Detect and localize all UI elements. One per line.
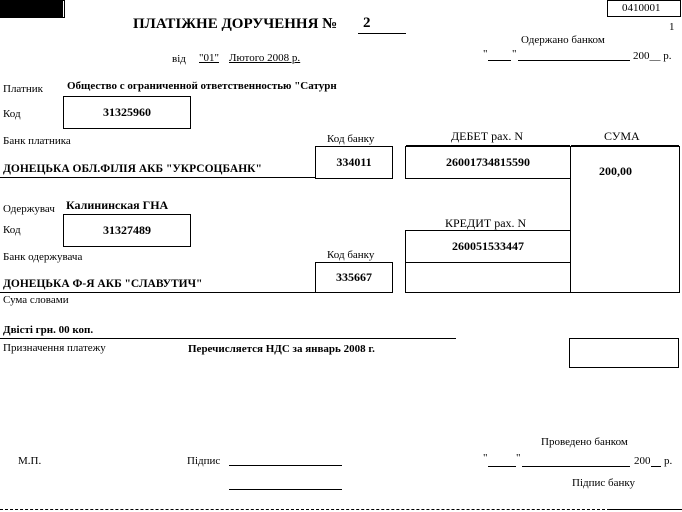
debit-account-box[interactable] <box>405 146 571 179</box>
processed-day-line <box>488 466 516 467</box>
date-day[interactable]: "01" <box>199 52 219 64</box>
amount-words-value[interactable]: Двісті грн. 00 коп. <box>3 324 94 336</box>
payer-bank-code-label: Код банку <box>327 133 375 145</box>
bottom-right-line <box>608 509 682 510</box>
recipient-code-label: Код <box>3 224 21 236</box>
doc-number-underline <box>358 33 406 34</box>
bank-signature-label: Підпис банку <box>572 477 636 489</box>
received-date-line <box>518 60 630 61</box>
signature-label: Підпис <box>187 455 221 467</box>
payer-bank-underline <box>0 177 316 178</box>
signature-line-2[interactable] <box>229 489 342 490</box>
processed-year-suffix: р. <box>664 455 673 467</box>
payer-bank-code-box[interactable] <box>315 146 393 179</box>
payer-bank-label: Банк платника <box>3 135 71 147</box>
processed-year-line <box>651 466 661 467</box>
payer-code-label: Код <box>3 108 21 120</box>
recipient-bank-code: 335667 <box>336 270 372 284</box>
payer-bank-code: 334011 <box>336 155 372 169</box>
received-year: 200__ р. <box>633 50 672 62</box>
payer-label: Платник <box>3 83 43 95</box>
page-number: 1 <box>669 21 675 33</box>
payer-code: 31325960 <box>103 105 151 119</box>
received-day-line <box>488 60 511 61</box>
processed-year: 200 <box>634 455 651 467</box>
recipient-bank-name[interactable]: ДОНЕЦЬКА Ф-Я АКБ "СЛАВУТИЧ" <box>3 278 203 290</box>
stamp-label: М.П. <box>18 455 42 467</box>
recipient-label: Одержувач <box>3 203 55 215</box>
processed-date-line <box>522 466 630 467</box>
date-prefix: від <box>172 53 186 65</box>
amount-words-label: Сума словами <box>3 294 69 306</box>
processed-label: Проведено банком <box>541 436 628 448</box>
recipient-bank-code-box[interactable] <box>315 262 393 293</box>
date-month-year[interactable]: Лютого 2008 р. <box>229 52 301 64</box>
payer-code-box[interactable] <box>63 96 191 129</box>
debit-label: ДЕБЕТ рах. N <box>451 129 524 143</box>
credit-account: 260051533447 <box>452 239 524 253</box>
signature-line-1[interactable] <box>229 465 342 466</box>
doc-number[interactable]: 2 <box>363 15 371 31</box>
recipient-code-box[interactable] <box>63 214 191 247</box>
credit-label: КРЕДИТ рах. N <box>445 216 527 230</box>
recipient-name[interactable]: Калининская ГНА <box>66 198 169 212</box>
bottom-cut-line <box>0 509 610 510</box>
top-left-bar-frame <box>0 0 65 18</box>
credit-extra-box <box>405 262 571 293</box>
sum-label: СУМА <box>604 129 640 143</box>
debit-account: 26001734815590 <box>446 155 530 169</box>
purpose-value[interactable]: Перечисляется НДС за январь 2008 г. <box>188 343 375 355</box>
payer-bank-name[interactable]: ДОНЕЦЬКА ОБЛ.ФІЛІЯ АКБ "УКРСОЦБАНК" <box>3 163 262 175</box>
purpose-side-box <box>569 338 679 368</box>
recipient-bank-label: Банк одержувача <box>3 251 83 263</box>
credit-account-box[interactable] <box>405 230 571 263</box>
received-quote-close: " <box>512 48 517 60</box>
form-code: 0410001 <box>622 2 661 14</box>
purpose-label: Призначення платежу <box>3 342 106 354</box>
processed-quote-open: " <box>483 452 488 464</box>
sum-value: 200,00 <box>599 164 632 178</box>
processed-quote-close: " <box>516 452 521 464</box>
payer-name[interactable]: Общество с ограниченной ответственностью "Сатурн <box>67 81 337 92</box>
recipient-code: 31327489 <box>103 223 151 237</box>
recipient-bank-underline <box>0 292 316 293</box>
recipient-bank-code-label: Код банку <box>327 249 375 261</box>
received-quote-open: " <box>483 48 488 60</box>
received-label: Одержано банком <box>521 34 605 46</box>
page-title: ПЛАТІЖНЕ ДОРУЧЕННЯ № <box>133 16 338 32</box>
amount-words-underline <box>0 338 456 339</box>
